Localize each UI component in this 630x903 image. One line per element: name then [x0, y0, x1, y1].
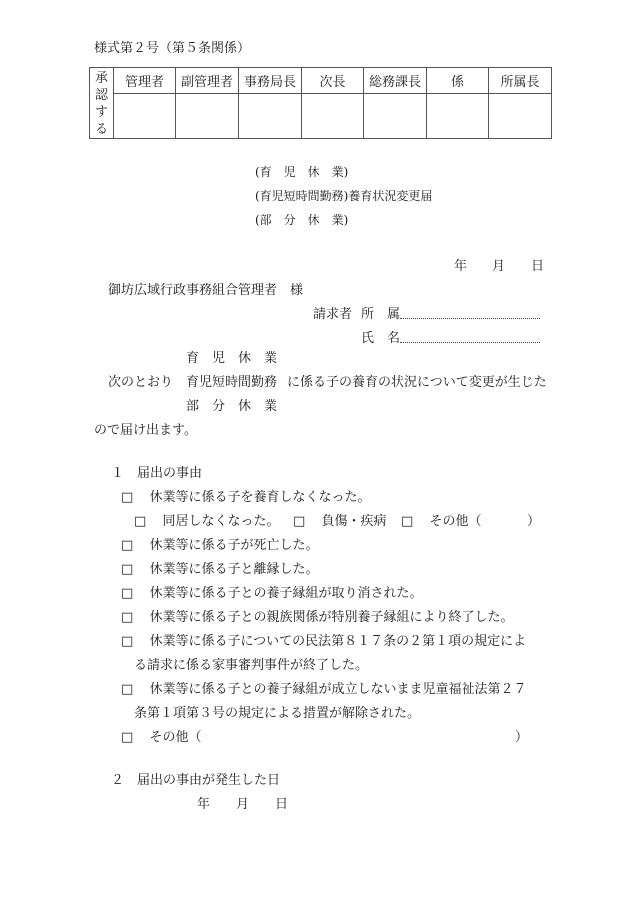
title-line-ikuji-kyugyo: (育 児 休 業)	[255, 165, 349, 179]
name-field[interactable]	[400, 330, 540, 343]
approval-stamp-cell[interactable]	[239, 94, 302, 139]
reason-item-other[interactable]: □ その他（	[121, 730, 202, 745]
checkbox-icon[interactable]: □	[121, 682, 134, 697]
sub-reason-separated[interactable]: □ 同居しなくなった。	[134, 514, 280, 529]
approval-stamp-cell[interactable]	[364, 94, 427, 139]
approval-stamp-cell[interactable]	[489, 94, 552, 139]
approval-header-kanrisha: 管理者	[114, 68, 176, 94]
approval-stamp-cell[interactable]	[114, 94, 176, 139]
date-year-label: 年	[454, 259, 468, 274]
document-title: (育児短時間勤務)養育状況変更届	[255, 189, 433, 203]
reason-item-adoption-cancelled[interactable]: □ 休業等に係る子との養子縁組が取り消された。	[121, 586, 423, 601]
reason-item-family-court-cont: る請求に係る家事審判事件が終了した。	[134, 658, 369, 673]
section1-heading: １ 届出の事由	[111, 466, 203, 481]
reason-item-child-welfare[interactable]: □ 休業等に係る子との養子縁組が成立しないまま児童福祉法第２７	[121, 682, 527, 697]
body-option-ikuji-kyugyo: 育 児 休 業	[186, 351, 278, 366]
occurrence-month-label: 月	[236, 797, 250, 812]
addressee: 御坊広域行政事務組合管理者 様	[108, 283, 304, 298]
body-option-bubun-kyugyo: 部 分 休 業	[186, 399, 278, 414]
title-line-bubun-kyugyo: (部 分 休 業)	[255, 213, 349, 227]
name-label: 氏 名	[361, 331, 401, 346]
form-number: 様式第２号（第５条関係）	[94, 41, 251, 56]
reason-item-special-adoption[interactable]: □ 休業等に係る子との親族関係が特別養子縁組により終了した。	[121, 610, 514, 625]
checkbox-icon[interactable]: □	[121, 586, 134, 601]
approval-side-label: 承 認 す る	[90, 68, 114, 139]
applicant-label: 請求者	[313, 307, 353, 322]
reason-item-dissolution[interactable]: □ 休業等に係る子と離縁した。	[121, 562, 319, 577]
approval-header-fukukanrisha: 副管理者	[176, 68, 239, 94]
checkbox-icon[interactable]: □	[293, 514, 306, 529]
checkbox-icon[interactable]: □	[121, 730, 134, 745]
reason-other-close-paren: ）	[515, 730, 529, 745]
approval-header-jicho: 次長	[302, 68, 364, 94]
affiliation-label: 所 属	[361, 307, 401, 322]
checkbox-icon[interactable]: □	[401, 514, 414, 529]
date-month-label: 月	[492, 259, 506, 274]
body-rest: に係る子の養育の状況について変更が生じた	[287, 375, 547, 390]
occurrence-day-label: 日	[275, 797, 289, 812]
approval-header-jimukyokucho: 事務局長	[239, 68, 302, 94]
approval-table	[89, 67, 552, 139]
checkbox-icon[interactable]: □	[121, 634, 134, 649]
body-line2: ので届け出ます。	[94, 423, 197, 438]
sub-reason-injury-illness[interactable]: □ 負傷・疾病	[293, 514, 387, 529]
body-lead: 次のとおり	[108, 375, 174, 390]
affiliation-field[interactable]	[400, 306, 540, 319]
checkbox-icon[interactable]: □	[121, 610, 134, 625]
checkbox-icon[interactable]: □	[121, 562, 134, 577]
approval-stamp-cell[interactable]	[302, 94, 364, 139]
sub-reason-other-close-paren: ）	[527, 514, 541, 529]
checkbox-icon[interactable]: □	[134, 514, 147, 529]
reason-item-family-court[interactable]: □ 休業等に係る子についての民法第８１７条の２第１項の規定によ	[121, 634, 527, 649]
sub-reason-other[interactable]: □ その他（	[401, 514, 482, 529]
occurrence-year-label: 年	[197, 797, 211, 812]
reason-item-death[interactable]: □ 休業等に係る子が死亡した。	[121, 538, 319, 553]
approval-stamp-cell[interactable]	[427, 94, 489, 139]
checkbox-icon[interactable]: □	[121, 490, 134, 505]
reason-item-child-welfare-cont: 条第１項第３号の規定による措置が解除された。	[134, 706, 421, 721]
approval-header-shozokucho: 所属長	[489, 68, 552, 94]
approval-header-kakari: 係	[427, 68, 489, 94]
checkbox-icon[interactable]: □	[121, 538, 134, 553]
approval-stamp-cell[interactable]	[176, 94, 239, 139]
reason-item-no-longer-raising[interactable]: □ 休業等に係る子を養育しなくなった。	[121, 490, 371, 505]
approval-header-somukacho: 総務課長	[364, 68, 427, 94]
section2-heading: ２ 届出の事由が発生した日	[111, 773, 281, 788]
body-option-tanjikan: 育児短時間勤務	[186, 375, 278, 390]
date-day-label: 日	[531, 259, 545, 274]
